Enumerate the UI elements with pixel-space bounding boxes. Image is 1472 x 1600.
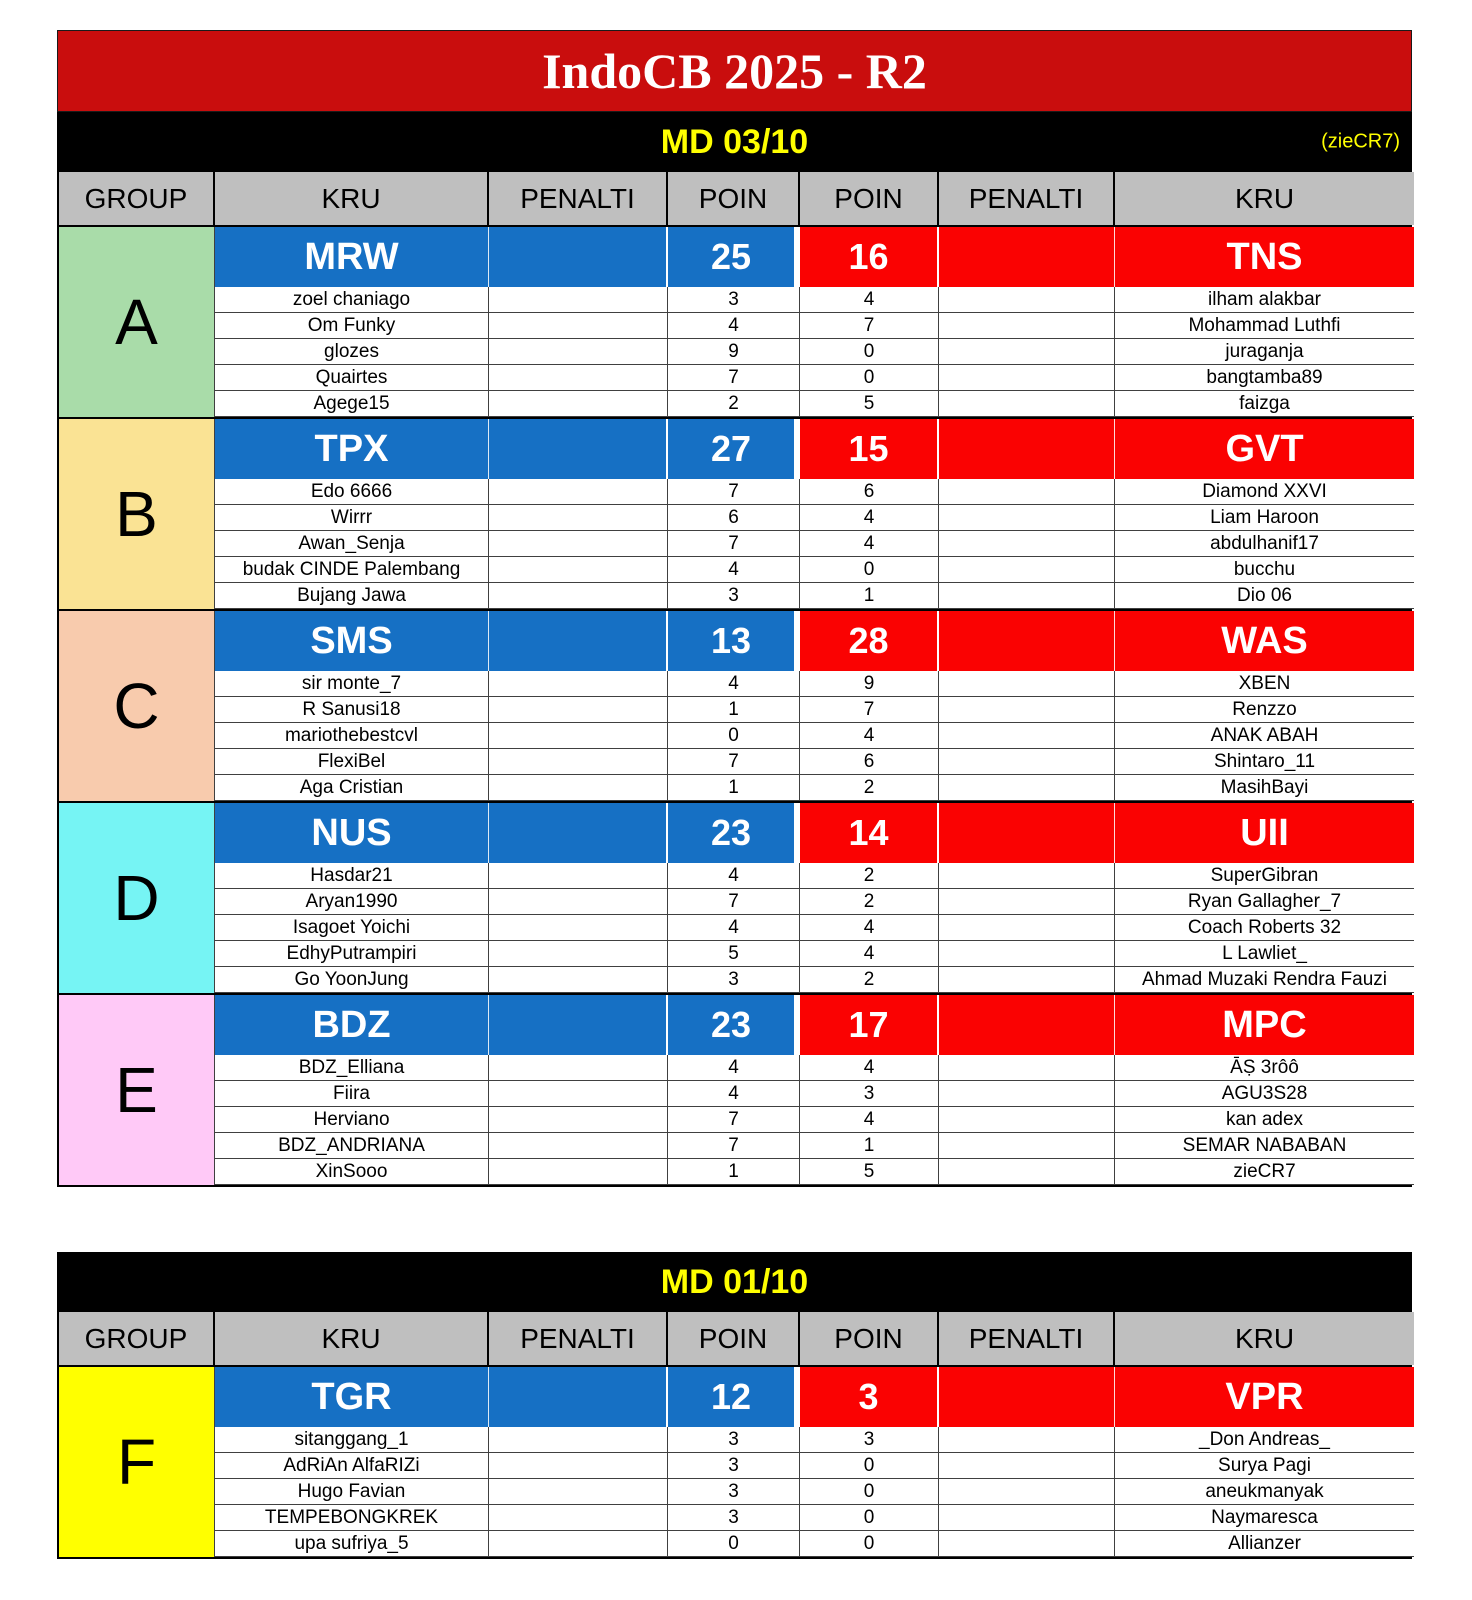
player-name-right: Allianzer: [1115, 1531, 1414, 1557]
left-team-score: 25: [710, 236, 752, 277]
right-team-penalty-cell: [939, 995, 1115, 1055]
left-team-score-cell: [668, 611, 800, 671]
player-poin-right: 6: [800, 479, 939, 505]
player-poin-left: 7: [668, 1107, 800, 1133]
player-name-left: mariothebestcvl: [215, 723, 489, 749]
player-name-right: kan adex: [1115, 1107, 1414, 1133]
player-name-left: Quairtes: [215, 365, 489, 391]
penalty-cell-right: [939, 287, 1115, 313]
player-poin-right: 6: [800, 749, 939, 775]
player-name-right: ĀṢ 3rôô: [1115, 1055, 1414, 1081]
player-poin-right: 0: [800, 557, 939, 583]
player-poin-right: 2: [800, 775, 939, 801]
right-team-penalty-cell: [939, 611, 1115, 671]
penalty-cell-left: [489, 479, 668, 505]
player-poin-left: 3: [668, 583, 800, 609]
player-poin-right: 0: [800, 1453, 939, 1479]
left-team-penalty-cell: [489, 995, 668, 1055]
left-team-penalty-cell: [489, 227, 668, 287]
player-name-right: Mohammad Luthfi: [1115, 313, 1414, 339]
player-poin-right: 9: [800, 671, 939, 697]
penalty-cell-right: [939, 365, 1115, 391]
player-poin-left: 4: [668, 313, 800, 339]
player-name-right: L Lawliet_: [1115, 941, 1414, 967]
player-poin-left: 1: [668, 775, 800, 801]
right-team-score-cell: [800, 227, 939, 287]
penalty-cell-left: [489, 1453, 668, 1479]
left-team-score: 12: [710, 1376, 752, 1417]
right-team-name: TNS: [1226, 235, 1303, 278]
player-poin-right: 5: [800, 1159, 939, 1185]
player-name-left: budak CINDE Palembang: [215, 557, 489, 583]
player-poin-left: 9: [668, 339, 800, 365]
player-name-right: bangtamba89: [1115, 365, 1414, 391]
column-header: PENALTI: [489, 172, 668, 225]
player-name-right: Naymaresca: [1115, 1505, 1414, 1531]
player-name-right: SEMAR NABABAN: [1115, 1133, 1414, 1159]
penalty-cell-left: [489, 287, 668, 313]
right-team-score: 28: [848, 620, 889, 661]
player-name-left: Herviano: [215, 1107, 489, 1133]
player-name-right: Coach Roberts 32: [1115, 915, 1414, 941]
player-name-left: Fiira: [215, 1081, 489, 1107]
right-team-score-cell: [800, 419, 939, 479]
column-header: GROUP: [59, 172, 215, 225]
penalty-cell-right: [939, 775, 1115, 801]
player-name-right: SuperGibran: [1115, 863, 1414, 889]
penalty-cell-right: [939, 889, 1115, 915]
player-poin-left: 0: [668, 1531, 800, 1557]
penalty-cell-right: [939, 339, 1115, 365]
group-letter: A: [59, 227, 215, 417]
player-poin-right: 4: [800, 941, 939, 967]
right-team-score: 17: [848, 1004, 889, 1045]
player-poin-left: 3: [668, 1505, 800, 1531]
player-poin-right: 1: [800, 583, 939, 609]
player-name-right: XBEN: [1115, 671, 1414, 697]
match-day-bar: [57, 112, 1412, 172]
penalty-cell-right: [939, 391, 1115, 417]
penalty-cell-left: [489, 1427, 668, 1453]
player-poin-right: 4: [800, 723, 939, 749]
player-name-left: R Sanusi18: [215, 697, 489, 723]
penalty-cell-left: [489, 915, 668, 941]
right-team-name: MPC: [1222, 1003, 1307, 1046]
right-team-penalty-cell: [939, 419, 1115, 479]
tournament-title: IndoCB 2025 - R2: [542, 43, 927, 99]
player-poin-left: 7: [668, 889, 800, 915]
player-poin-right: 3: [800, 1081, 939, 1107]
player-poin-right: 2: [800, 863, 939, 889]
match-day-bar: [57, 1252, 1412, 1312]
penalty-cell-left: [489, 1107, 668, 1133]
player-poin-left: 3: [668, 967, 800, 993]
left-team-name: SMS: [310, 619, 393, 662]
left-team-score: 23: [710, 1004, 752, 1045]
left-team-cell: [215, 803, 489, 863]
penalty-cell-right: [939, 1081, 1115, 1107]
penalty-cell-right: [939, 1531, 1115, 1557]
penalty-cell-right: [939, 941, 1115, 967]
player-name-left: Hasdar21: [215, 863, 489, 889]
player-poin-left: 3: [668, 1479, 800, 1505]
match-day-section: [57, 1252, 1412, 1559]
player-name-left: Edo 6666: [215, 479, 489, 505]
column-header: PENALTI: [939, 172, 1115, 225]
group-block: [57, 611, 1412, 803]
penalty-cell-left: [489, 889, 668, 915]
group-letter: B: [59, 419, 215, 609]
penalty-cell-left: [489, 531, 668, 557]
right-team-cell: [1115, 227, 1414, 287]
penalty-cell-right: [939, 723, 1115, 749]
player-name-right: ANAK ABAH: [1115, 723, 1414, 749]
penalty-cell-right: [939, 915, 1115, 941]
penalty-cell-right: [939, 1453, 1115, 1479]
player-poin-left: 3: [668, 287, 800, 313]
player-poin-right: 3: [800, 1427, 939, 1453]
player-name-left: Aga Cristian: [215, 775, 489, 801]
player-poin-left: 1: [668, 697, 800, 723]
column-header: PENALTI: [489, 1312, 668, 1365]
left-team-score-cell: [668, 1367, 800, 1427]
penalty-cell-right: [939, 583, 1115, 609]
group-block: [57, 995, 1412, 1187]
player-poin-right: 1: [800, 1133, 939, 1159]
player-name-right: _Don Andreas_: [1115, 1427, 1414, 1453]
group-block: [57, 419, 1412, 611]
penalty-cell-right: [939, 1479, 1115, 1505]
penalty-cell-left: [489, 1055, 668, 1081]
left-team-name: TGR: [311, 1375, 392, 1418]
penalty-cell-left: [489, 1479, 668, 1505]
player-name-left: EdhyPutrampiri: [215, 941, 489, 967]
column-header: POIN: [668, 172, 800, 225]
right-team-score: 15: [848, 428, 889, 469]
groups-container: [57, 1367, 1412, 1559]
player-poin-left: 7: [668, 749, 800, 775]
player-name-right: Renzzo: [1115, 697, 1414, 723]
right-team-cell: [1115, 995, 1414, 1055]
right-team-penalty-cell: [939, 803, 1115, 863]
player-poin-left: 4: [668, 915, 800, 941]
penalty-cell-right: [939, 1107, 1115, 1133]
player-name-left: zoel chaniago: [215, 287, 489, 313]
player-name-right: Shintaro_11: [1115, 749, 1414, 775]
player-name-right: Dio 06: [1115, 583, 1414, 609]
right-team-score-cell: [800, 995, 939, 1055]
player-poin-left: 7: [668, 365, 800, 391]
player-name-left: sitanggang_1: [215, 1427, 489, 1453]
left-team-score-cell: [668, 419, 800, 479]
score-sheet: [57, 30, 1412, 1559]
penalty-cell-right: [939, 557, 1115, 583]
penalty-cell-right: [939, 967, 1115, 993]
player-name-left: TEMPEBONGKREK: [215, 1505, 489, 1531]
column-header-row: [57, 1312, 1412, 1367]
player-name-left: glozes: [215, 339, 489, 365]
player-name-right: juraganja: [1115, 339, 1414, 365]
penalty-cell-right: [939, 1505, 1115, 1531]
player-poin-left: 3: [668, 1453, 800, 1479]
penalty-cell-left: [489, 967, 668, 993]
player-poin-right: 7: [800, 697, 939, 723]
penalty-cell-left: [489, 941, 668, 967]
left-team-name: BDZ: [312, 1003, 391, 1046]
right-team-name: VPR: [1225, 1375, 1304, 1418]
penalty-cell-right: [939, 531, 1115, 557]
left-team-cell: [215, 1367, 489, 1427]
left-team-penalty-cell: [489, 419, 668, 479]
column-header: PENALTI: [939, 1312, 1115, 1365]
column-header-row: [57, 172, 1412, 227]
left-team-cell: [215, 227, 489, 287]
player-name-left: BDZ_Elliana: [215, 1055, 489, 1081]
group-block: [57, 227, 1412, 419]
right-team-score: 16: [848, 236, 889, 277]
player-name-left: Bujang Jawa: [215, 583, 489, 609]
penalty-cell-left: [489, 557, 668, 583]
right-team-penalty-cell: [939, 227, 1115, 287]
player-name-right: Liam Haroon: [1115, 505, 1414, 531]
player-name-left: sir monte_7: [215, 671, 489, 697]
group-block: [57, 803, 1412, 995]
player-name-right: aneukmanyak: [1115, 1479, 1414, 1505]
player-poin-right: 2: [800, 967, 939, 993]
player-poin-right: 2: [800, 889, 939, 915]
player-name-left: Isagoet Yoichi: [215, 915, 489, 941]
player-name-left: BDZ_ANDRIANA: [215, 1133, 489, 1159]
player-poin-right: 0: [800, 365, 939, 391]
penalty-cell-left: [489, 863, 668, 889]
column-header: POIN: [800, 1312, 939, 1365]
right-team-name: WAS: [1221, 619, 1308, 662]
player-name-right: Ryan Gallagher_7: [1115, 889, 1414, 915]
right-team-name: GVT: [1225, 427, 1304, 470]
player-poin-right: 0: [800, 339, 939, 365]
player-name-left: AdRiAn AlfaRIZi: [215, 1453, 489, 1479]
player-poin-left: 4: [668, 1055, 800, 1081]
left-team-cell: [215, 419, 489, 479]
penalty-cell-right: [939, 1133, 1115, 1159]
player-poin-left: 3: [668, 1427, 800, 1453]
right-team-score: 3: [858, 1376, 879, 1417]
penalty-cell-left: [489, 339, 668, 365]
penalty-cell-right: [939, 505, 1115, 531]
column-header: KRU: [1115, 172, 1414, 225]
player-poin-right: 4: [800, 505, 939, 531]
group-letter: C: [59, 611, 215, 801]
player-name-right: faizga: [1115, 391, 1414, 417]
player-name-right: Surya Pagi: [1115, 1453, 1414, 1479]
left-team-name: TPX: [314, 427, 389, 470]
penalty-cell-right: [939, 863, 1115, 889]
group-letter: F: [59, 1367, 215, 1557]
player-name-left: Agege15: [215, 391, 489, 417]
penalty-cell-left: [489, 1159, 668, 1185]
player-name-left: Hugo Favian: [215, 1479, 489, 1505]
player-poin-right: 7: [800, 313, 939, 339]
player-poin-right: 0: [800, 1479, 939, 1505]
player-name-left: Awan_Senja: [215, 531, 489, 557]
penalty-cell-right: [939, 1055, 1115, 1081]
player-poin-right: 0: [800, 1531, 939, 1557]
penalty-cell-left: [489, 391, 668, 417]
left-team-score: 13: [710, 620, 752, 661]
penalty-cell-left: [489, 313, 668, 339]
player-name-left: upa sufriya_5: [215, 1531, 489, 1557]
player-name-left: FlexiBel: [215, 749, 489, 775]
penalty-cell-right: [939, 313, 1115, 339]
right-team-cell: [1115, 1367, 1414, 1427]
player-poin-left: 7: [668, 531, 800, 557]
penalty-cell-right: [939, 671, 1115, 697]
match-day-label: MD 03/10: [660, 122, 809, 161]
right-team-penalty-cell: [939, 1367, 1115, 1427]
player-poin-left: 5: [668, 941, 800, 967]
title-banner: [57, 30, 1412, 112]
left-team-penalty-cell: [489, 1367, 668, 1427]
penalty-cell-left: [489, 723, 668, 749]
penalty-cell-left: [489, 1531, 668, 1557]
player-name-left: Go YoonJung: [215, 967, 489, 993]
right-team-score-cell: [800, 611, 939, 671]
penalty-cell-left: [489, 1505, 668, 1531]
player-name-left: Om Funky: [215, 313, 489, 339]
player-poin-right: 4: [800, 915, 939, 941]
group-letter: D: [59, 803, 215, 993]
groups-container: [57, 227, 1412, 1187]
penalty-cell-right: [939, 749, 1115, 775]
player-poin-right: 4: [800, 1107, 939, 1133]
player-name-right: MasihBayi: [1115, 775, 1414, 801]
player-name-right: zieCR7: [1115, 1159, 1414, 1185]
column-header: KRU: [215, 172, 489, 225]
player-name-right: ilham alakbar: [1115, 287, 1414, 313]
right-team-cell: [1115, 419, 1414, 479]
sections-container: [57, 112, 1412, 1559]
penalty-cell-left: [489, 671, 668, 697]
player-poin-right: 4: [800, 531, 939, 557]
left-team-name: MRW: [304, 235, 399, 278]
right-team-score-cell: [800, 803, 939, 863]
group-block: [57, 1367, 1412, 1559]
right-team-score: 14: [848, 812, 889, 853]
penalty-cell-right: [939, 697, 1115, 723]
player-poin-right: 5: [800, 391, 939, 417]
player-name-left: Aryan1990: [215, 889, 489, 915]
left-team-score-cell: [668, 803, 800, 863]
penalty-cell-left: [489, 697, 668, 723]
player-poin-left: 4: [668, 863, 800, 889]
penalty-cell-left: [489, 1133, 668, 1159]
penalty-cell-right: [939, 1159, 1115, 1185]
right-team-cell: [1115, 611, 1414, 671]
penalty-cell-left: [489, 749, 668, 775]
group-letter: E: [59, 995, 215, 1185]
left-team-score-cell: [668, 995, 800, 1055]
player-name-right: abdulhanif17: [1115, 531, 1414, 557]
player-poin-right: 0: [800, 1505, 939, 1531]
player-poin-right: 4: [800, 287, 939, 313]
penalty-cell-right: [939, 1427, 1115, 1453]
penalty-cell-left: [489, 505, 668, 531]
player-name-left: Wirrr: [215, 505, 489, 531]
penalty-cell-left: [489, 1081, 668, 1107]
player-poin-right: 4: [800, 1055, 939, 1081]
left-team-score: 27: [710, 428, 752, 469]
column-header: KRU: [1115, 1312, 1414, 1365]
left-team-penalty-cell: [489, 803, 668, 863]
penalty-cell-left: [489, 365, 668, 391]
player-poin-left: 7: [668, 1133, 800, 1159]
left-team-name: NUS: [311, 811, 392, 854]
left-team-score: 23: [710, 812, 752, 853]
left-team-cell: [215, 995, 489, 1055]
player-name-right: bucchu: [1115, 557, 1414, 583]
player-poin-left: 4: [668, 557, 800, 583]
player-poin-left: 6: [668, 505, 800, 531]
column-header: POIN: [668, 1312, 800, 1365]
right-team-score-cell: [800, 1367, 939, 1427]
left-team-cell: [215, 611, 489, 671]
right-team-name: UII: [1240, 811, 1289, 854]
player-name-right: Diamond XXVI: [1115, 479, 1414, 505]
match-day-label: MD 01/10: [660, 1262, 809, 1301]
player-poin-left: 2: [668, 391, 800, 417]
player-poin-left: 1: [668, 1159, 800, 1185]
column-header: POIN: [800, 172, 939, 225]
penalty-cell-left: [489, 775, 668, 801]
right-team-cell: [1115, 803, 1414, 863]
player-poin-left: 7: [668, 479, 800, 505]
column-header: GROUP: [59, 1312, 215, 1365]
player-name-left: XinSooo: [215, 1159, 489, 1185]
credit-label: (zieCR7): [1321, 130, 1400, 153]
player-name-right: Ahmad Muzaki Rendra Fauzi: [1115, 967, 1414, 993]
player-poin-left: 4: [668, 1081, 800, 1107]
player-poin-left: 4: [668, 671, 800, 697]
penalty-cell-left: [489, 583, 668, 609]
match-day-section: [57, 112, 1412, 1187]
left-team-score-cell: [668, 227, 800, 287]
penalty-cell-right: [939, 479, 1115, 505]
player-name-right: AGU3S28: [1115, 1081, 1414, 1107]
left-team-penalty-cell: [489, 611, 668, 671]
column-header: KRU: [215, 1312, 489, 1365]
player-poin-left: 0: [668, 723, 800, 749]
